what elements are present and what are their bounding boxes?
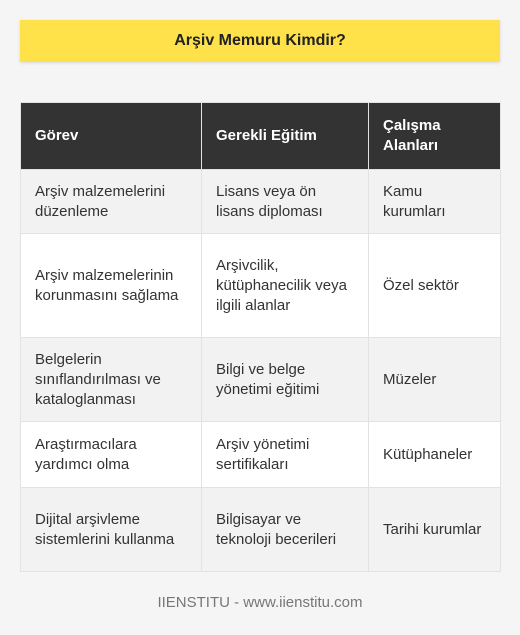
- page-title: Arşiv Memuru Kimdir?: [174, 32, 346, 49]
- table-cell: Arşiv malzemelerini düzenleme: [21, 170, 202, 234]
- table-cell: Arşiv yönetimi sertifikaları: [202, 422, 369, 488]
- table-header-row: [21, 103, 501, 170]
- table-row: [21, 338, 501, 422]
- table-cell: Lisans veya ön lisans diploması: [202, 170, 369, 234]
- table-cell: Özel sektör: [369, 234, 501, 338]
- table-row: [21, 422, 501, 488]
- table-cell: Dijital arşivleme sistemlerini kullanma: [21, 488, 202, 572]
- table-cell: Kütüphaneler: [369, 422, 501, 488]
- table-cell: Arşivcilik, kütüphanecilik veya ilgili alanlar: [202, 234, 369, 338]
- table-cell: Bilgi ve belge yönetimi eğitimi: [202, 338, 369, 422]
- header-calisma-alanlari: Çalışma Alanları: [369, 103, 501, 170]
- table-cell: Kamu kurumları: [369, 170, 501, 234]
- table-cell: Arşiv malzemelerinin korunmasını sağlama: [21, 234, 202, 338]
- table-cell: Araştırmacılara yardımcı olma: [21, 422, 202, 488]
- table-cell: Tarihi kurumlar: [369, 488, 501, 572]
- table-cell: Belgelerin sınıflandırılması ve kataloglanması: [21, 338, 202, 422]
- header-gerekli-egitim: Gerekli Eğitim: [202, 103, 369, 170]
- info-table: [20, 102, 501, 572]
- table-row: [21, 234, 501, 338]
- table-row: [21, 488, 501, 572]
- title-banner: [20, 20, 500, 62]
- header-gorev: Görev: [21, 103, 202, 170]
- table-cell: Müzeler: [369, 338, 501, 422]
- footer-credit: IIENSTITU - www.iienstitu.com: [157, 594, 363, 611]
- table-cell: Bilgisayar ve teknoloji becerileri: [202, 488, 369, 572]
- table-row: [21, 170, 501, 234]
